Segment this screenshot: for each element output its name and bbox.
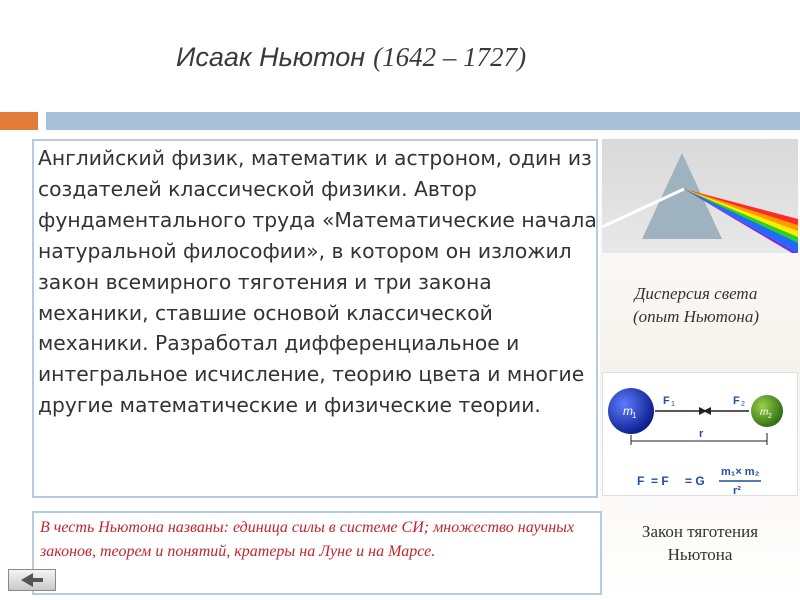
r-label: r bbox=[699, 428, 704, 440]
slide-title bbox=[176, 42, 526, 73]
formula-den: r² bbox=[733, 485, 741, 496]
f2-sub: 2 bbox=[741, 401, 745, 408]
left-arrow-icon bbox=[9, 570, 55, 590]
note-text: В честь Ньютона названы: единица силы в системе СИ; множество научных законов, теорем и понятий, кратеры на Луне и на Марсе. bbox=[40, 519, 575, 560]
prism-image bbox=[602, 139, 798, 253]
f2-label: F bbox=[733, 395, 740, 407]
gravity-caption bbox=[616, 520, 784, 566]
accent-bar-orange bbox=[0, 112, 38, 130]
formula-left: F bbox=[637, 474, 645, 488]
gravity-caption-line1: Закон тяготения bbox=[641, 522, 759, 541]
back-button[interactable] bbox=[8, 569, 56, 591]
m1-label: m bbox=[623, 404, 633, 418]
gravity-caption-line2: Ньютона bbox=[667, 545, 733, 564]
formula-mid: = F bbox=[651, 474, 669, 488]
prism-caption-line2: (опыт Ньютона) bbox=[632, 307, 760, 326]
accent-bar-blue bbox=[46, 112, 800, 130]
gravity-diagram bbox=[602, 372, 798, 496]
f1-sub: 1 bbox=[671, 401, 675, 408]
formula-eq: = G bbox=[685, 474, 705, 488]
main-text: Английский физик, математик и астроном, один из создателей классической физики. Автор фундаментального труда «Математические начала натуральной философии», в котором он изложил закон всемирного тяготения и три закона механики, ставшие основой классической механики. Разработал дифференциальное и интегральное исчисление, теорию цвета и многие другие математические и физические теории. bbox=[38, 146, 597, 418]
formula-num: m₁× m₂ bbox=[721, 466, 760, 478]
f1-label: F bbox=[663, 395, 670, 407]
m2-label: m bbox=[760, 407, 769, 418]
m1-sub: 1 bbox=[632, 411, 637, 420]
prism-caption bbox=[616, 282, 776, 328]
prism-caption-line1: Дисперсия света bbox=[634, 284, 758, 303]
m2-sub: 2 bbox=[768, 413, 772, 420]
title-years: (1642 – 1727) bbox=[373, 42, 527, 72]
title-name: Исаак Ньютон bbox=[176, 42, 366, 72]
